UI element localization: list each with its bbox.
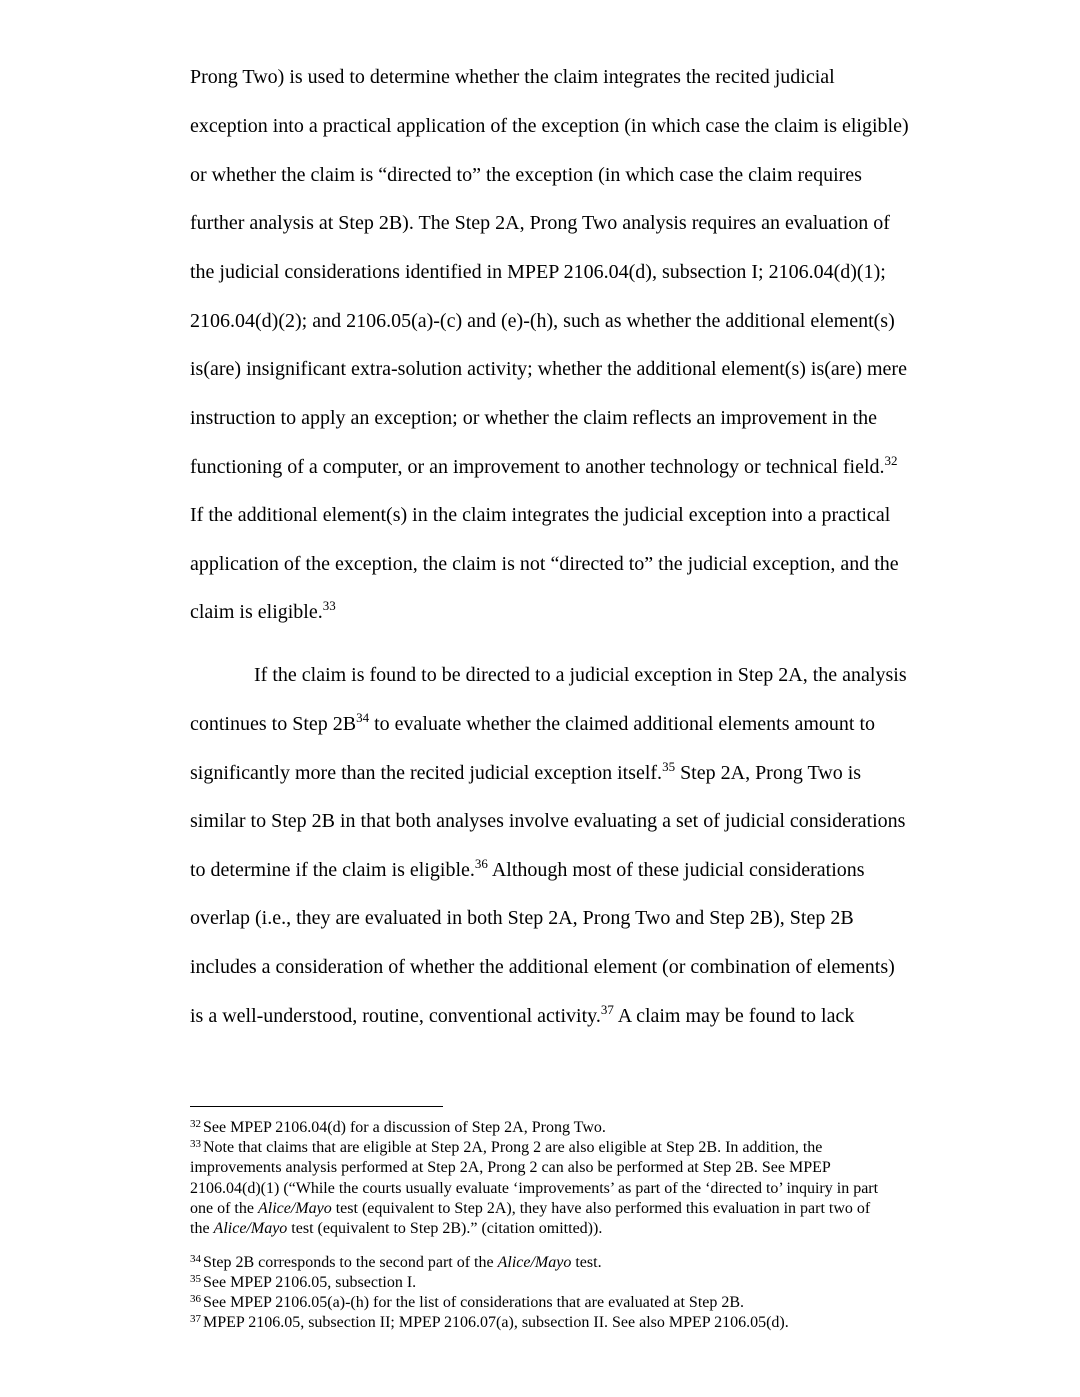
- body-line: [190, 856, 865, 881]
- footnote-text: See MPEP 2106.05, subsection I.: [203, 1274, 417, 1291]
- footnote-mark: 34: [190, 1253, 201, 1265]
- body-line: further analysis at Step 2B). The Step 2A, Prong Two analysis requires an evaluation of: [190, 212, 890, 234]
- footnote-mark: 36: [190, 1293, 201, 1305]
- footnote-32: [190, 1120, 606, 1136]
- footnote-text: one of the: [190, 1200, 258, 1217]
- footnote-ref-32[interactable]: 32: [884, 453, 898, 468]
- body-line: similar to Step 2B in that both analyses involve evaluating a set of judicial considerations: [190, 810, 906, 832]
- footnote-33: [190, 1140, 822, 1156]
- footnote-text: test (equivalent to Step 2A), they have also performed this evaluation in part two of: [331, 1200, 871, 1217]
- footnote-separator: [190, 1106, 443, 1107]
- body-line: Prong Two) is used to determine whether the claim integrates the recited judicial: [190, 66, 835, 88]
- footnote-35: [190, 1275, 416, 1291]
- body-line: [190, 1002, 855, 1027]
- body-line: instruction to apply an exception; or whether the claim reflects an improvement in the: [190, 407, 878, 429]
- footnote-ref-34[interactable]: 34: [356, 710, 370, 725]
- footnote-mark: 32: [190, 1118, 201, 1130]
- body-text: is a well-understood, routine, conventional activity.: [190, 1005, 601, 1027]
- footnote-text: the: [190, 1220, 214, 1237]
- footnote-36: [190, 1295, 744, 1311]
- case-name: Alice/Mayo: [497, 1254, 572, 1271]
- body-line: If the claim is found to be directed to a judicial exception in Step 2A, the analysis: [254, 664, 907, 686]
- footnote-37: [190, 1315, 789, 1331]
- footnote-text: See MPEP 2106.04(d) for a discussion of Step 2A, Prong Two.: [203, 1119, 606, 1136]
- footnote-text: test (equivalent to Step 2B).” (citation omitted)).: [287, 1220, 603, 1237]
- body-text: Step 2A, Prong Two is: [675, 762, 862, 784]
- footnote-ref-35[interactable]: 35: [662, 759, 676, 774]
- body-text: to evaluate whether the claimed additional elements amount to: [369, 713, 876, 735]
- footnote-text: See MPEP 2106.05(a)-(h) for the list of considerations that are evaluated at Step 2B.: [203, 1294, 745, 1311]
- footnote-ref-33[interactable]: 33: [322, 598, 336, 613]
- body-line: or whether the claim is “directed to” the exception (in which case the claim requires: [190, 164, 862, 186]
- body-line: includes a consideration of whether the additional element (or combination of elements): [190, 956, 895, 978]
- body-line: [190, 759, 862, 784]
- footnote-text: Note that claims that are eligible at Step 2A, Prong 2 are also eligible at Step 2B. In addition, the: [203, 1139, 823, 1156]
- body-line: application of the exception, the claim is not “directed to” the judicial exception, and the: [190, 553, 899, 575]
- body-line: If the additional element(s) in the claim integrates the judicial exception into a practical: [190, 504, 891, 526]
- footnote-33-line: [190, 1221, 602, 1237]
- footnote-33-line: improvements analysis performed at Step 2A, Prong 2 can also be performed at Step 2B. See MPEP: [190, 1159, 831, 1176]
- footnote-mark: 35: [190, 1273, 201, 1285]
- footnote-ref-37[interactable]: 37: [600, 1002, 614, 1017]
- body-text: claim is eligible.: [190, 601, 323, 623]
- body-line: 2106.04(d)(2); and 2106.05(a)-(c) and (e)-(h), such as whether the additional element(s): [190, 310, 895, 332]
- footnote-34: [190, 1255, 602, 1271]
- body-line: overlap (i.e., they are evaluated in both Step 2A, Prong Two and Step 2B), Step 2B: [190, 907, 854, 929]
- body-line: exception into a practical application of the exception (in which case the claim is eligible): [190, 115, 909, 137]
- body-text: significantly more than the recited judicial exception itself.: [190, 762, 663, 784]
- body-line: the judicial considerations identified in MPEP 2106.04(d), subsection I; 2106.04(d)(1);: [190, 261, 886, 283]
- footnote-text: Step 2B corresponds to the second part of the: [203, 1254, 498, 1271]
- footnote-33-line: 2106.04(d)(1) (“While the courts usually evaluate ‘improvements’ as part of the ‘directed to’ inquiry in part: [190, 1180, 879, 1197]
- case-name: Alice/Mayo: [257, 1200, 332, 1217]
- footnote-mark: 37: [190, 1313, 201, 1325]
- body-text: functioning of a computer, or an improvement to another technology or technical field.: [190, 456, 885, 478]
- case-name: Alice/Mayo: [213, 1220, 288, 1237]
- footnote-33-line: [190, 1201, 870, 1217]
- body-text: A claim may be found to lack: [613, 1005, 855, 1027]
- footnote-mark: 33: [190, 1138, 201, 1150]
- body-line: [190, 710, 876, 735]
- footnote-text: MPEP 2106.05, subsection II; MPEP 2106.07(a), subsection II. See also MPEP 2106.05(d).: [203, 1314, 789, 1331]
- body-text: to determine if the claim is eligible.: [190, 859, 475, 881]
- body-text: Although most of these judicial considerations: [487, 859, 865, 881]
- footnote-ref-36[interactable]: 36: [474, 856, 488, 871]
- body-line: [190, 598, 336, 623]
- body-line: is(are) insignificant extra-solution activity; whether the additional element(s) is(are) mere: [190, 358, 907, 380]
- footnote-text: test.: [571, 1254, 602, 1271]
- body-line: [190, 453, 898, 478]
- body-text: continues to Step 2B: [190, 713, 357, 735]
